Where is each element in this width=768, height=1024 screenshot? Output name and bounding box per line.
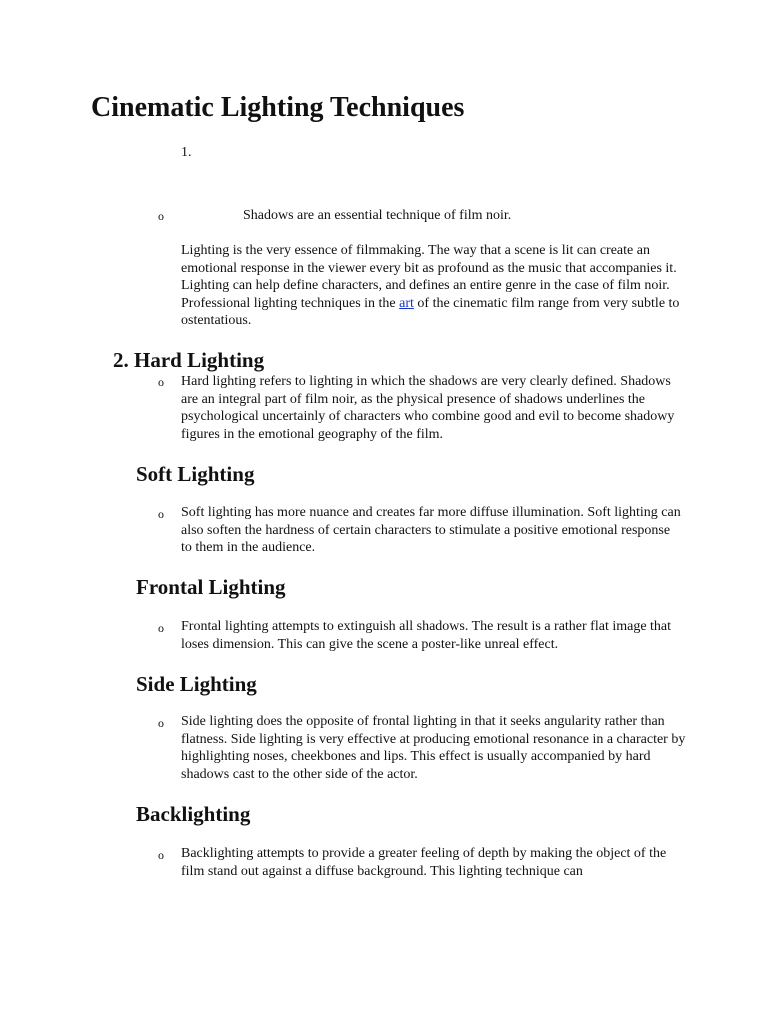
page-title: Cinematic Lighting Techniques	[91, 92, 465, 123]
bullet-marker: o	[158, 507, 164, 521]
image-caption: Shadows are an essential technique of film noir.	[243, 208, 512, 223]
art-link[interactable]: art	[399, 295, 414, 311]
intro-text-end: of the cinematic film range from very subtle to ostentatious.	[181, 295, 680, 329]
section-text: Frontal lighting attempts to extinguish all shadows. The result is a rather flat image that loses dimension. This can give the scene a poster-like unreal effect.	[181, 619, 672, 652]
bullet-marker: o	[158, 209, 164, 223]
section-heading: 2. Hard Lighting	[113, 348, 265, 372]
section-text: Side lighting does the opposite of frontal lighting in that it seeks angularity rather than flatness. Side lighting is very effective at producing emotional resonance in a character by highlighting noses, cheekbones and lips. This effect is usually accompanied by hard shadows cast to the other side of the actor.	[181, 714, 686, 782]
intro-paragraph	[181, 242, 681, 330]
section-heading: Soft Lighting	[136, 462, 255, 486]
section-heading: Side Lighting	[136, 672, 257, 696]
section-text: Soft lighting has more nuance and creates far more diffuse illumination. Soft lighting can also soften the hardness of certain characters to stimulate a positive emotional response to them in the audience.	[181, 505, 681, 556]
bullet-marker: o	[158, 375, 164, 389]
list-number: 1.	[181, 145, 192, 160]
section-heading: Frontal Lighting	[136, 575, 286, 599]
bullet-marker: o	[158, 716, 164, 730]
intro-text-start: Lighting is the very essence of filmmaking. The way that a scene is lit can create an emotional response in the viewer every bit as profound as the music that accompanies it. Lighting can help define characters, and defines an entire genre in the case of film noir. Professional lighting techniques in the	[181, 243, 677, 311]
section-text: Backlighting attempts to provide a greater feeling of depth by making the object of the film stand out against a diffuse background. This lighting technique can	[181, 846, 667, 879]
bullet-marker: o	[158, 621, 164, 635]
bullet-marker: o	[158, 848, 164, 862]
section-text: Hard lighting refers to lighting in which the shadows are very clearly defined. Shadows are an integral part of film noir, as the physical presence of shadows underlines the psychological uncertainly of characters who combine good and evil to become shadowy figures in the emotional geography of the film.	[181, 374, 675, 442]
section-heading: Backlighting	[136, 802, 251, 826]
